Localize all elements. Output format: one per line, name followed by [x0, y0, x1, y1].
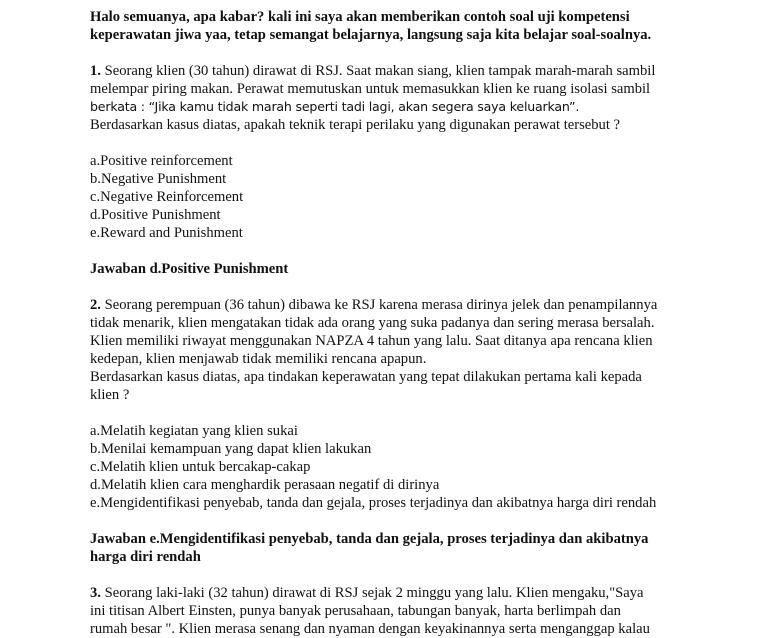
question-2-line-3: Klien memiliki riwayat menggunakan NAPZA 4 tahun yang lalu. Saat ditanya apa rencana klien — [90, 333, 653, 349]
question-1-text-1: Seorang klien (30 tahun) dirawat di RSJ. Saat makan siang, klien tampak marah-marah sambil — [100, 63, 656, 79]
question-2-line-2: tidak menarik, klien mengatakan tidak ada orang yang suka padanya dan sering merasa bersalah. — [90, 315, 655, 331]
question-1-quote-line — [90, 98, 690, 116]
question-3-number: 3. — [90, 585, 101, 601]
option-2e: e.Mengidentifikasi penyebab, tanda dan gejala, proses terjadinya dan akibatnya harga diri rendah — [90, 495, 657, 511]
question-1-quote-prefix: berkata : — [90, 99, 149, 114]
question-2 — [90, 296, 690, 404]
question-2-line-6: klien ? — [90, 387, 130, 403]
question-3-line-1 — [90, 584, 690, 602]
option-1c: c.Negative Reinforcement — [90, 189, 244, 205]
intro-line-2: keperawatan jiwa yaa, tetap semangat belajarnya, langsung saja kita belajar soal-soalnya. — [90, 27, 652, 43]
question-1 — [90, 62, 690, 134]
option-2b: b.Menilai kemampuan yang dapat klien lakukan — [90, 441, 372, 457]
question-1-number: 1. — [90, 63, 101, 79]
spacer — [90, 512, 690, 530]
spacer — [90, 134, 690, 152]
question-3-line-3: rumah besar ". Klien merasa senang dan nyaman dengan keyakinannya serta menganggap kalau — [90, 621, 650, 637]
option-2d: d.Melatih klien cara menghardik perasaan negatif di dirinya — [90, 477, 440, 493]
question-2-text-1: Seorang perempuan (36 tahun) dibawa ke RSJ karena merasa dirinya jelek dan penampilannya — [100, 297, 658, 313]
question-3-text-1: Seorang laki-laki (32 tahun) dirawat di RSJ sejak 2 minggu yang lalu. Klien mengaku,"Saya — [100, 585, 644, 601]
question-1-options — [90, 152, 690, 242]
option-1a: a.Positive reinforcement — [90, 153, 233, 169]
question-2-number: 2. — [90, 297, 101, 313]
document-page — [90, 8, 690, 638]
question-1-line-2: melempar piring makan. Perawat memutuskan untuk memasukkan klien ke ruang isolasi sambil — [90, 81, 651, 97]
option-2c: c.Melatih klien untuk bercakap-cakap — [90, 459, 311, 475]
spacer — [90, 44, 690, 62]
question-2-line-4: kedepan, klien menjawab tidak memiliki rencana apapun. — [90, 351, 427, 367]
question-2-line-1 — [90, 296, 690, 314]
spacer — [90, 278, 690, 296]
question-1-prompt: Berdasarkan kasus diatas, apakah teknik terapi perilaku yang digunakan perawat tersebut ? — [90, 117, 621, 133]
question-2-line-5: Berdasarkan kasus diatas, apa tindakan keperawatan yang tepat dilakukan pertama kali kepada — [90, 369, 642, 385]
spacer — [90, 404, 690, 422]
question-1-line-1 — [90, 62, 690, 80]
option-1d: d.Positive Punishment — [90, 207, 221, 223]
answer-1: Jawaban d.Positive Punishment — [90, 261, 289, 277]
intro-line-1: Halo semuanya, apa kabar? kali ini saya akan memberikan contoh soal uji kompetensi — [90, 9, 630, 25]
question-2-options — [90, 422, 690, 512]
option-1b: b.Negative Punishment — [90, 171, 227, 187]
question-1-quote: “Jika kamu tidak marah seperti tadi lagi, akan segera saya keluarkan”. — [148, 99, 580, 114]
option-2a: a.Melatih kegiatan yang klien sukai — [90, 423, 298, 439]
answer-2-line-1: Jawaban e.Mengidentifikasi penyebab, tanda dan gejala, proses terjadinya dan akibatnya — [90, 531, 649, 547]
spacer — [90, 242, 690, 260]
question-3-line-2: ini titisan Albert Einsten, punya banyak perusahaan, tabungan banyak, harta berlimpah dan — [90, 603, 621, 619]
spacer — [90, 566, 690, 584]
option-1e: e.Reward and Punishment — [90, 225, 243, 241]
answer-2-line-2: harga diri rendah — [90, 549, 201, 565]
